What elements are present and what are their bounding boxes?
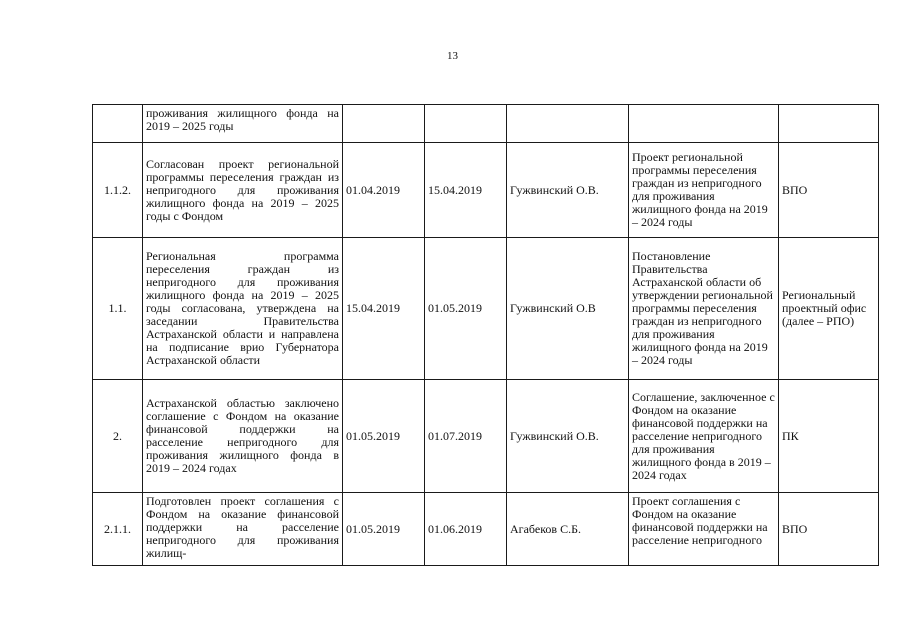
row-control: ВПО [779,493,879,566]
table-row [93,380,879,493]
row-responsible: Гужвинский О.В. [507,380,629,493]
table-row [93,105,879,143]
row-description: Региональная программа переселения граждан из непригодного для проживания жилищного фонда на 2019 – 2025 годы согласована, утверждена на заседании Правительства Астраханской области и направлена на подписание врио Губернатора Астраханской области [143,238,343,380]
page-number: 13 [447,50,458,62]
row-end-date [425,105,507,143]
row-responsible: Гужвинский О.В [507,238,629,380]
row-number: 2. [93,380,143,493]
row-start-date: 15.04.2019 [343,238,425,380]
table-row [93,493,879,566]
row-number: 2.1.1. [93,493,143,566]
row-result: Проект соглашения с Фондом на оказание финансовой поддержки на расселение непригодного [629,493,779,566]
row-control: ПК [779,380,879,493]
project-plan-table [92,104,879,566]
row-result: Проект региональной программы переселения граждан из непригодного для проживания жилищного фонда на 2019 – 2024 годы [629,143,779,238]
table-row [93,238,879,380]
row-control: Региональный проектный офис (далее – РПО) [779,238,879,380]
row-start-date: 01.05.2019 [343,380,425,493]
row-start-date: 01.05.2019 [343,493,425,566]
row-responsible [507,105,629,143]
row-end-date: 01.07.2019 [425,380,507,493]
row-description: проживания жилищного фонда на 2019 – 2025 годы [143,105,343,143]
row-start-date [343,105,425,143]
row-number: 1.1.2. [93,143,143,238]
row-end-date: 01.05.2019 [425,238,507,380]
row-start-date: 01.04.2019 [343,143,425,238]
row-description: Согласован проект региональной программы переселения граждан из непригодного для проживания жилищного фонда на 2019 – 2025 годы с Фондом [143,143,343,238]
row-result: Постановление Правительства Астраханской области об утверждении региональной программы переселения граждан из непригодного для проживания жилищного фонда на 2019 – 2024 годы [629,238,779,380]
row-control [779,105,879,143]
table-row [93,143,879,238]
row-result [629,105,779,143]
row-control: ВПО [779,143,879,238]
row-description: Подготовлен проект соглашения с Фондом на оказание финансовой поддержки на расселение непригодного для проживания жилищ- [143,493,343,566]
row-result: Соглашение, заключенное с Фондом на оказание финансовой поддержки на расселение непригодного для проживания жилищного фонда в 2019 – 2024 годах [629,380,779,493]
row-number: 1.1. [93,238,143,380]
row-responsible: Агабеков С.Б. [507,493,629,566]
row-end-date: 01.06.2019 [425,493,507,566]
row-end-date: 15.04.2019 [425,143,507,238]
row-responsible: Гужвинский О.В. [507,143,629,238]
row-number [93,105,143,143]
row-description: Астраханской областью заключено соглашение с Фондом на оказание финансовой поддержки на расселение непригодного для проживания жилищного фонда в 2019 – 2024 годах [143,380,343,493]
